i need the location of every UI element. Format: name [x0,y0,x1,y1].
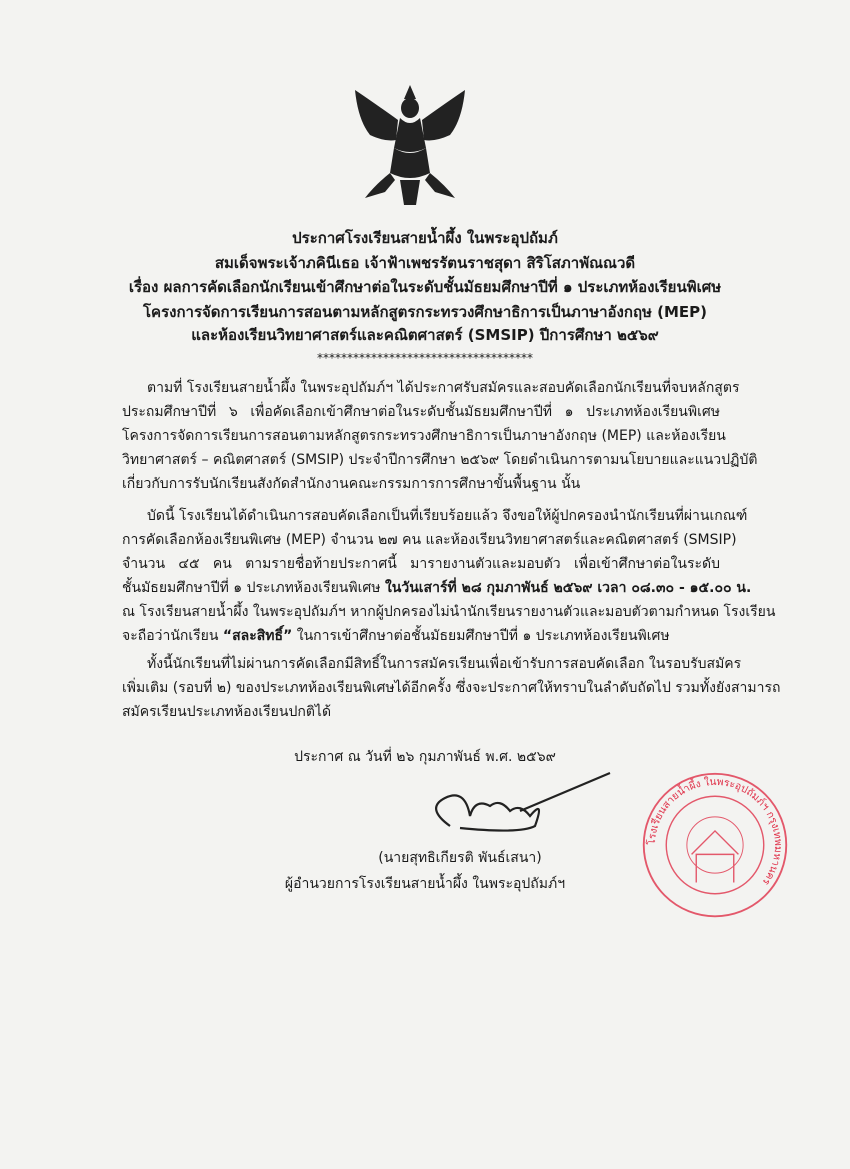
heading-line-4: โครงการจัดการเรียนการสอนตามหลักสูตรกระทรวงศึกษาธิการเป็นภาษาอังกฤษ (MEP) [142,303,708,321]
heading-line-2: สมเด็จพระเจ้าภคินีเธอ เจ้าฟ้าเพชรรัตนราชสุดา สิริโสภาพัณณวดี [214,254,636,272]
para2-line [122,577,752,599]
para2-line: การคัดเลือกห้องเรียนพิเศษ (MEP) จำนวน ๒๗ คน และห้องเรียนวิทยาศาสตร์และคณิตศาสตร์ (SMSIP) [122,532,737,548]
heading-subject: เรื่อง ผลการคัดเลือกนักเรียนเข้าศึกษาต่อในระดับชั้นมัธยมศึกษาปีที่ ๑ ประเภทห้องเรียนพิเศษ [128,278,722,296]
para1-line: ตามที่ โรงเรียนสายน้ำผึ้ง ในพระอุปถัมภ์ฯ ได้ประกาศรับสมัครและสอบคัดเลือกนักเรียนที่จบหลักสูตร [147,380,740,396]
announcement-date: ประกาศ ณ วันที่ ๒๖ กุมภาพันธ์ พ.ศ. ๒๕๖๙ [294,749,556,765]
forfeit-text: “สละสิทธิ์” [222,628,293,644]
text: จะถือว่านักเรียน [122,628,223,644]
school-seal-icon [640,770,790,920]
heading-divider: ************************************ [317,351,533,365]
para2-line [122,625,720,647]
heading-line-1: ประกาศโรงเรียนสายน้ำผึ้ง ในพระอุปถัมภ์ [292,229,558,247]
para3-line: สมัครเรียนประเภทห้องเรียนปกติได้ [122,704,332,720]
text: ชั้นมัธยมศึกษาปีที่ ๑ ประเภทห้องเรียนพิเศษ [122,580,385,596]
para1-line: เกี่ยวกับการรับนักเรียนสังกัดสำนักงานคณะกรรมการการศึกษาขั้นพื้นฐาน นั้น [122,476,581,492]
garuda-emblem-icon [350,80,470,210]
para1-line: ประถมศึกษาปีที่ ๖ เพื่อคัดเลือกเข้าศึกษาต่อในระดับชั้นมัธยมศึกษาปีที่ ๑ ประเภทห้องเรียนพิเศษ [122,404,720,420]
para1-line: วิทยาศาสตร์ – คณิตศาสตร์ (SMSIP) ประจำปีการศึกษา ๒๕๖๙ โดยดำเนินการตามนโยบายและแนวปฏิบัติ [122,452,758,468]
text: ในการเข้าศึกษาต่อชั้นมัธยมศึกษาปีที่ ๑ ประเภทห้องเรียนพิเศษ [292,628,670,644]
para2-line: จำนวน ๔๕ คน ตามรายชื่อท้ายประกาศนี้ มารายงานตัวและมอบตัว เพื่อเข้าศึกษาต่อในระดับ [122,556,720,572]
para1-line: โครงการจัดการเรียนการสอนตามหลักสูตรกระทรวงศึกษาธิการเป็นภาษาอังกฤษ (MEP) และห้องเรียน [122,428,726,444]
para3-line: ทั้งนี้นักเรียนที่ไม่ผ่านการคัดเลือกมีสิทธิ์ในการสมัครเรียนเพื่อเข้ารับการสอบคัดเลือก ในรอบรับสมัคร [147,656,742,672]
para3-line: เพิ่มเติม (รอบที่ ๒) ของประเภทห้องเรียนพิเศษได้อีกครั้ง ซึ่งจะประกาศให้ทราบในลำดับถัดไป รวมทั้งยังสามารถ [122,680,781,696]
report-time: เวลา ๐๘.๓๐ - ๑๕.๐๐ น. [592,580,752,596]
para2-line: บัดนี้ โรงเรียนได้ดำเนินการสอบคัดเลือกเป็นที่เรียบร้อยแล้ว จึงขอให้ผู้ปกครองนำนักเรียนที่ผ่านเกณฑ์ [147,508,748,524]
seal-text: โรงเรียนสายน้ำผึ้ง ในพระอุปถัมภ์ฯ กรุงเทพมหานคร [645,775,785,888]
signer-name: (นายสุทธิเกียรติ พันธ์เสนา) [378,850,542,866]
signer-title: ผู้อำนวยการโรงเรียนสายน้ำผึ้ง ในพระอุปถัมภ์ฯ [284,876,566,892]
heading-line-5: และห้องเรียนวิทยาศาสตร์และคณิตศาสตร์ (SMSIP) ปีการศึกษา ๒๕๖๙ [191,326,659,344]
para2-line: ณ โรงเรียนสายน้ำผึ้ง ในพระอุปถัมภ์ฯ หากผู้ปกครองไม่นำนักเรียนรายงานตัวและมอบตัวตามกำหนด โรงเรียน [122,604,776,620]
report-date: ในวันเสาร์ที่ ๒๘ กุมภาพันธ์ ๒๕๖๙ [384,580,593,596]
signature [420,768,620,840]
